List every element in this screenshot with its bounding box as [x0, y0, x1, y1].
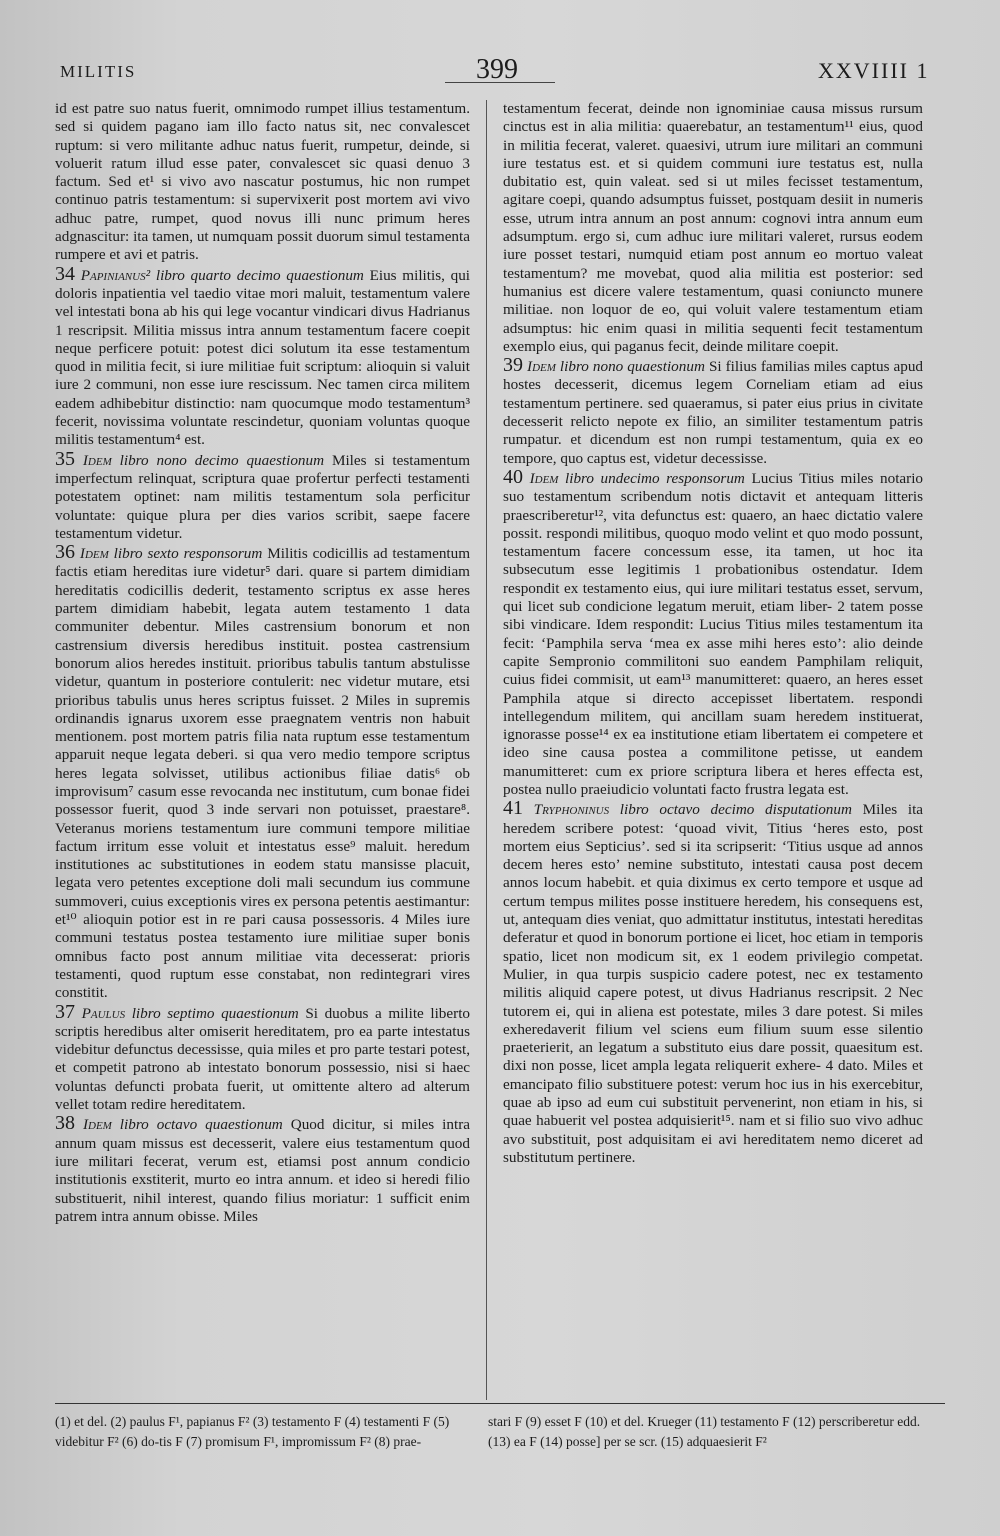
section-text: Quod dicitur, si miles intra annum quam missus est decesserit, valere eius testamentum quod iure militari fecerat, verum est, etiamsi post annum condicio institutionis exstiterit, murto eo intra annum. et ideo si heredi filio substituerit, nihil interest, quando filius moriatur: 1 sufficit enim patrem intra annum obisse. Miles [55, 1116, 470, 1225]
footnote-text: stari F (9) esset F (10) et del. Krueger (11) testamento F (12) perscriberetur edd. (13) ea F (14) posse] per se scr. (15) adquaesierit F² [488, 1414, 921, 1449]
section-source: libro nono quaestionum [559, 358, 705, 376]
column-divider [486, 100, 487, 1400]
header-title: MILITIS [60, 62, 137, 81]
section-38 [55, 1114, 470, 1226]
section-text: Miles ita heredem scribere potest: ‘quoad vivit, Titius ‘heres esto, post mortem eius Septicius’. sed si ita scripserit: ‘Titius usque ad annos decem heres esto’ nemine substituto, intestati causa post decem annos locum habebit. et quia diximus ex certo tempore et usque ad certum tempus milites posse instituere heredem, his consequens est, ut, antequam dies veniat, quo admittatur institutus, intestati hereditas deferatur et quod in bonorum portione ei licet, hoc etiam in temporis spatio, licet non modicum sit, ex 1 eodem privilegio competat. Mulier, in qua turpis suspicio cadere potest, nec ex testamento militis aliquid capere potest, ut divus Hadrianus rescripsit. 2 Nec tutorem ei, qui in aliena est potestate, miles 3 dare potest. Si miles exheredaverit filium vel sciens eum filium suum esse silentio praeterierit, an legatum a substituto eius dare possit, quaesitum est. dixi non posse, licet ampla legata reliquerit exhere- 4 dato. Miles et emancipato filio substituere potest: verum hoc ius in his exercebitur, quae ab ipso ad eum cui substituit pervenerint, non etiam in his, si quae habuerit vel postea adquisierit¹⁵. nam et si filio suo vivo adhuc avo substituit, post adquisitam ei avi hereditatem nemo diceret ad substitutum pertinere. [503, 801, 923, 1166]
section-author: Idem [82, 451, 112, 469]
section-author: Idem [529, 469, 559, 487]
section-author: Idem [82, 1116, 112, 1134]
section-author: Papinianus² [80, 266, 151, 284]
section-source: libro octavo quaestionum [119, 1116, 283, 1134]
section-number: 41 [503, 797, 523, 820]
section-35 [55, 447, 470, 543]
section-number: 39 [503, 354, 523, 377]
section-source: libro undecimo responsorum [565, 469, 745, 487]
section-author: Tryphoninus [533, 801, 610, 819]
paragraph: id est patre suo natus fuerit, omnimodo rumpet illius testamentum. sed si quidem pagano iam illo facto natus sit, nec convalescet ruptum: si vero militante adhuc natus fuerit, rumpetur, deinde, si voluerit ratum illud esse pater, convalescet sic quasi denuo 3 factum. Sed et¹ si vivo avo nascatur postumus, hic non rumpet continuo patris testamentum: si supervixerit post mortem avi vivo adhuc patre, rumpet, quod novus illi nunc primum heres adgnascitur: ita tamen, ut numquam possit duorum simul testamenta rumpere et avi et patris. [55, 100, 470, 264]
right-column [503, 100, 923, 1395]
section-source: libro septimo quaestionum [131, 1004, 299, 1022]
header-section: XXVIIII 1 [818, 58, 930, 83]
section-source: libro octavo decimo disputationum [619, 801, 852, 819]
section-source: libro quarto decimo quaestionum [155, 266, 364, 284]
section-text: Miles si testamentum imperfectum relinquat, scriptura quae profertur perfecti testamenti potestatem optinet: nam militis testamentum sola perficitur voluntate: quique plura per dies varios scribit, saepe facere testamentum videtur. [55, 451, 470, 542]
section-text: Militis codicillis ad testamentum factis etiam hereditas iure videtur⁵ dari. quare si partem dimidiam hereditatis codicillis dederit, testamento scriptus ex asse heres partem dimidiam habebit, legata autem testamento 1 data communiter debentur. Miles castrensium bonorum et non castrensium diversis heredibus instituit. postea castrensium bonorum alios heredes instituit. prioribus tabulis tantum abstulisse videtur, quantum in posteriore contulerit: nec videtur mutare, etsi prioribus tabulis unus heres scriptus fuisset. 2 Miles in supremis ordinandis ignarus uxorem esse praegnatem ventris non habuit mentionem. post mortem patris filia nata ruptum esse testamentum apparuit neque legata deberi. si qua vero medio tempore scriptus heres legata solvisset, utilibus actionibus filiae datis⁶ ob improvisum⁷ casum esse revocanda nec institutum, cum bonae fidei possessor fuerit, quod 3 inde servari non potuisset, praestare⁸. Veteranus moriens testamentum iure communi tempore militiae factum irritum esse voluit et intestatus esse⁹ maluit. heredum institutiones ac substitutiones in eodem statu mansisse placuit, legata vero petentes exceptione doli mali secundum ius commune summoveri, cuius exceptionis vires ex persona petentis aestimantur: et¹⁰ alioquin potior est in re pari causa possessoris. 4 Miles iure communi testatus postea testamento iure militiae super bonis omnibus facto post annum militiae vita decesserat: prioris testamenti, quod ruptum esse constabat, non redintegrari vires constitit. [55, 545, 470, 1002]
section-author: Paulus [81, 1004, 126, 1022]
section-41 [503, 799, 923, 1167]
section-source: libro nono decimo quaestionum [119, 451, 325, 469]
running-header [0, 54, 1000, 88]
section-number: 36 [55, 541, 75, 564]
header-rule [445, 82, 555, 83]
section-number: 34 [55, 262, 75, 285]
section-number: 37 [55, 1000, 75, 1023]
section-37 [55, 1000, 470, 1115]
section-author: Idem [79, 545, 109, 563]
section-number: 35 [55, 447, 75, 470]
footnotes-left [55, 1412, 470, 1522]
footnote-rule [55, 1403, 945, 1404]
paragraph: testamentum fecerat, deinde non ignominiae causa missus rursum cinctus est in alia militia: quaerebatur, an testamentum¹¹ eius, quod in militia fecerat, valeret. quaesivi, utrum iure militari an communi iure testatus est. et si quidem communi iure testatus est, nulla dubitatio est, quin valeat. sed si ut miles fecisset testamentum, agitare coepi, quando adsumptus fuisset, postquam desiit in numeris esse, utrum intra annum an post annum: cognovi intra annum eum adsumptum. ergo si, cum adhuc iure militari valeret, rursus eodem iure posset testari, numquid etiam post annum eo mortuo valeat testamentum? me movebat, quod alia militia est posterior: sed humanius est dicere valere testamentum, quasi coniuncto munere militiae. non loquor de eo, qui voluit valere testamentum etiam adsumptus: hic enim quasi in militia sequenti fecit testamentum exemplo eius, qui paganus fecit, deinde militare coepit. [503, 100, 923, 355]
section-number: 38 [55, 1112, 75, 1135]
section-author: Idem [527, 358, 556, 376]
left-column [55, 100, 470, 1395]
section-34 [55, 262, 470, 450]
section-36 [55, 543, 470, 1002]
section-text: Eius militis, qui doloris inpatientia vel taedio vitae mori maluit, testamentum valere vel intestati bona ab his qui lege vocantur vindicari divus Hadrianus 1 rescripsit. Militia missus intra annum testamentum facere coepit neque perficere potuit: potest dici solutum ita esse testamentum quod in militia fecit, si iure militiae fuit scriptum: alioquin si valuit iure 2 communi, non esse iure rescissum. Nec tamen circa militem eadem adhibebitur distinctio: nam quocumque modo testamentum³ fecerit, novissima voluntate rescindetur, quoniam voluntas quoque militis testamentum⁴ est. [55, 266, 470, 449]
section-39 [503, 356, 923, 468]
section-text: Si duobus a milite liberto scriptis heredibus alter omiserit hereditatem, pro ea parte intestatus videbitur defunctus decessisse, quia miles et pro parte testari potest, et competit patrono ab intestato bonorum possessio, nisi si haec voluntas defuncti probata fuerit, ut omittente altero ad alterum vellet totam redire hereditatem. [55, 1004, 470, 1114]
page-number: 399 [476, 54, 518, 85]
footnote-text: (1) et del. (2) paulus F¹, papianus F² (3) testamento F (4) testamenti F (5) videbitur F² (6) do-tis F (7) promisum F¹, impromissum F² (8) prae- [55, 1414, 450, 1449]
footnotes-right [488, 1412, 928, 1522]
section-text: Si filius familias miles captus apud hostes decesserit, dicemus legem Corneliam etiam ad eius testamentum pertinere. sed quaeramus, si pater eius prius in civitate decesserit relicto nepote ex filio, an similiter testamentum patris rumpatur. et dicendum est non rumpi testamentum, quia ex eo tempore, quo captus est, videtur decessisse. [503, 358, 923, 467]
section-source: libro sexto responsorum [113, 545, 263, 563]
section-40 [503, 465, 923, 799]
section-text: Lucius Titius miles notario suo testamentum scribendum notis dictavit et antequam litteris praescriberetur¹², vita defunctus est: quaero, an haec dictatio valere possit. respondi militibus, quoquo modo velint et quo modo possunt, testamentum facere concessum esse, ita tamen, ut hoc ita subsecutum esse legitimis 1 probationibus ostendatur. Idem respondit ex testamento eius, qui iure militari testatus esset, servum, qui licet sub condicione legatum meruit, etiam liber- 2 tatem posse sibi vindicare. Idem respondit: Lucius Titius miles testamentum ita fecit: ‘Pamphila serva ‘mea ex asse mihi heres esto’: alio deinde capite Sempronio commilitoni suo eandem Pamphilam reliquit, cuius fidei commisit, ut eam¹³ manumitteret: quaero, an heres esset Pamphila atque si directo accepisset libertatem. respondi intellegendum militem, qui ancillam suam heredem instituerat, ignorasse posse¹⁴ ex ea institutione etiam libertatem ei competere et ideo sine causa postea a commilitone petisse, ut eandem manumitteret: cum ex priore scriptura libera et heres effecta est, postea nullo praeiudicio voluntati facto frustra legata est. [503, 469, 923, 798]
section-number: 40 [503, 465, 523, 488]
